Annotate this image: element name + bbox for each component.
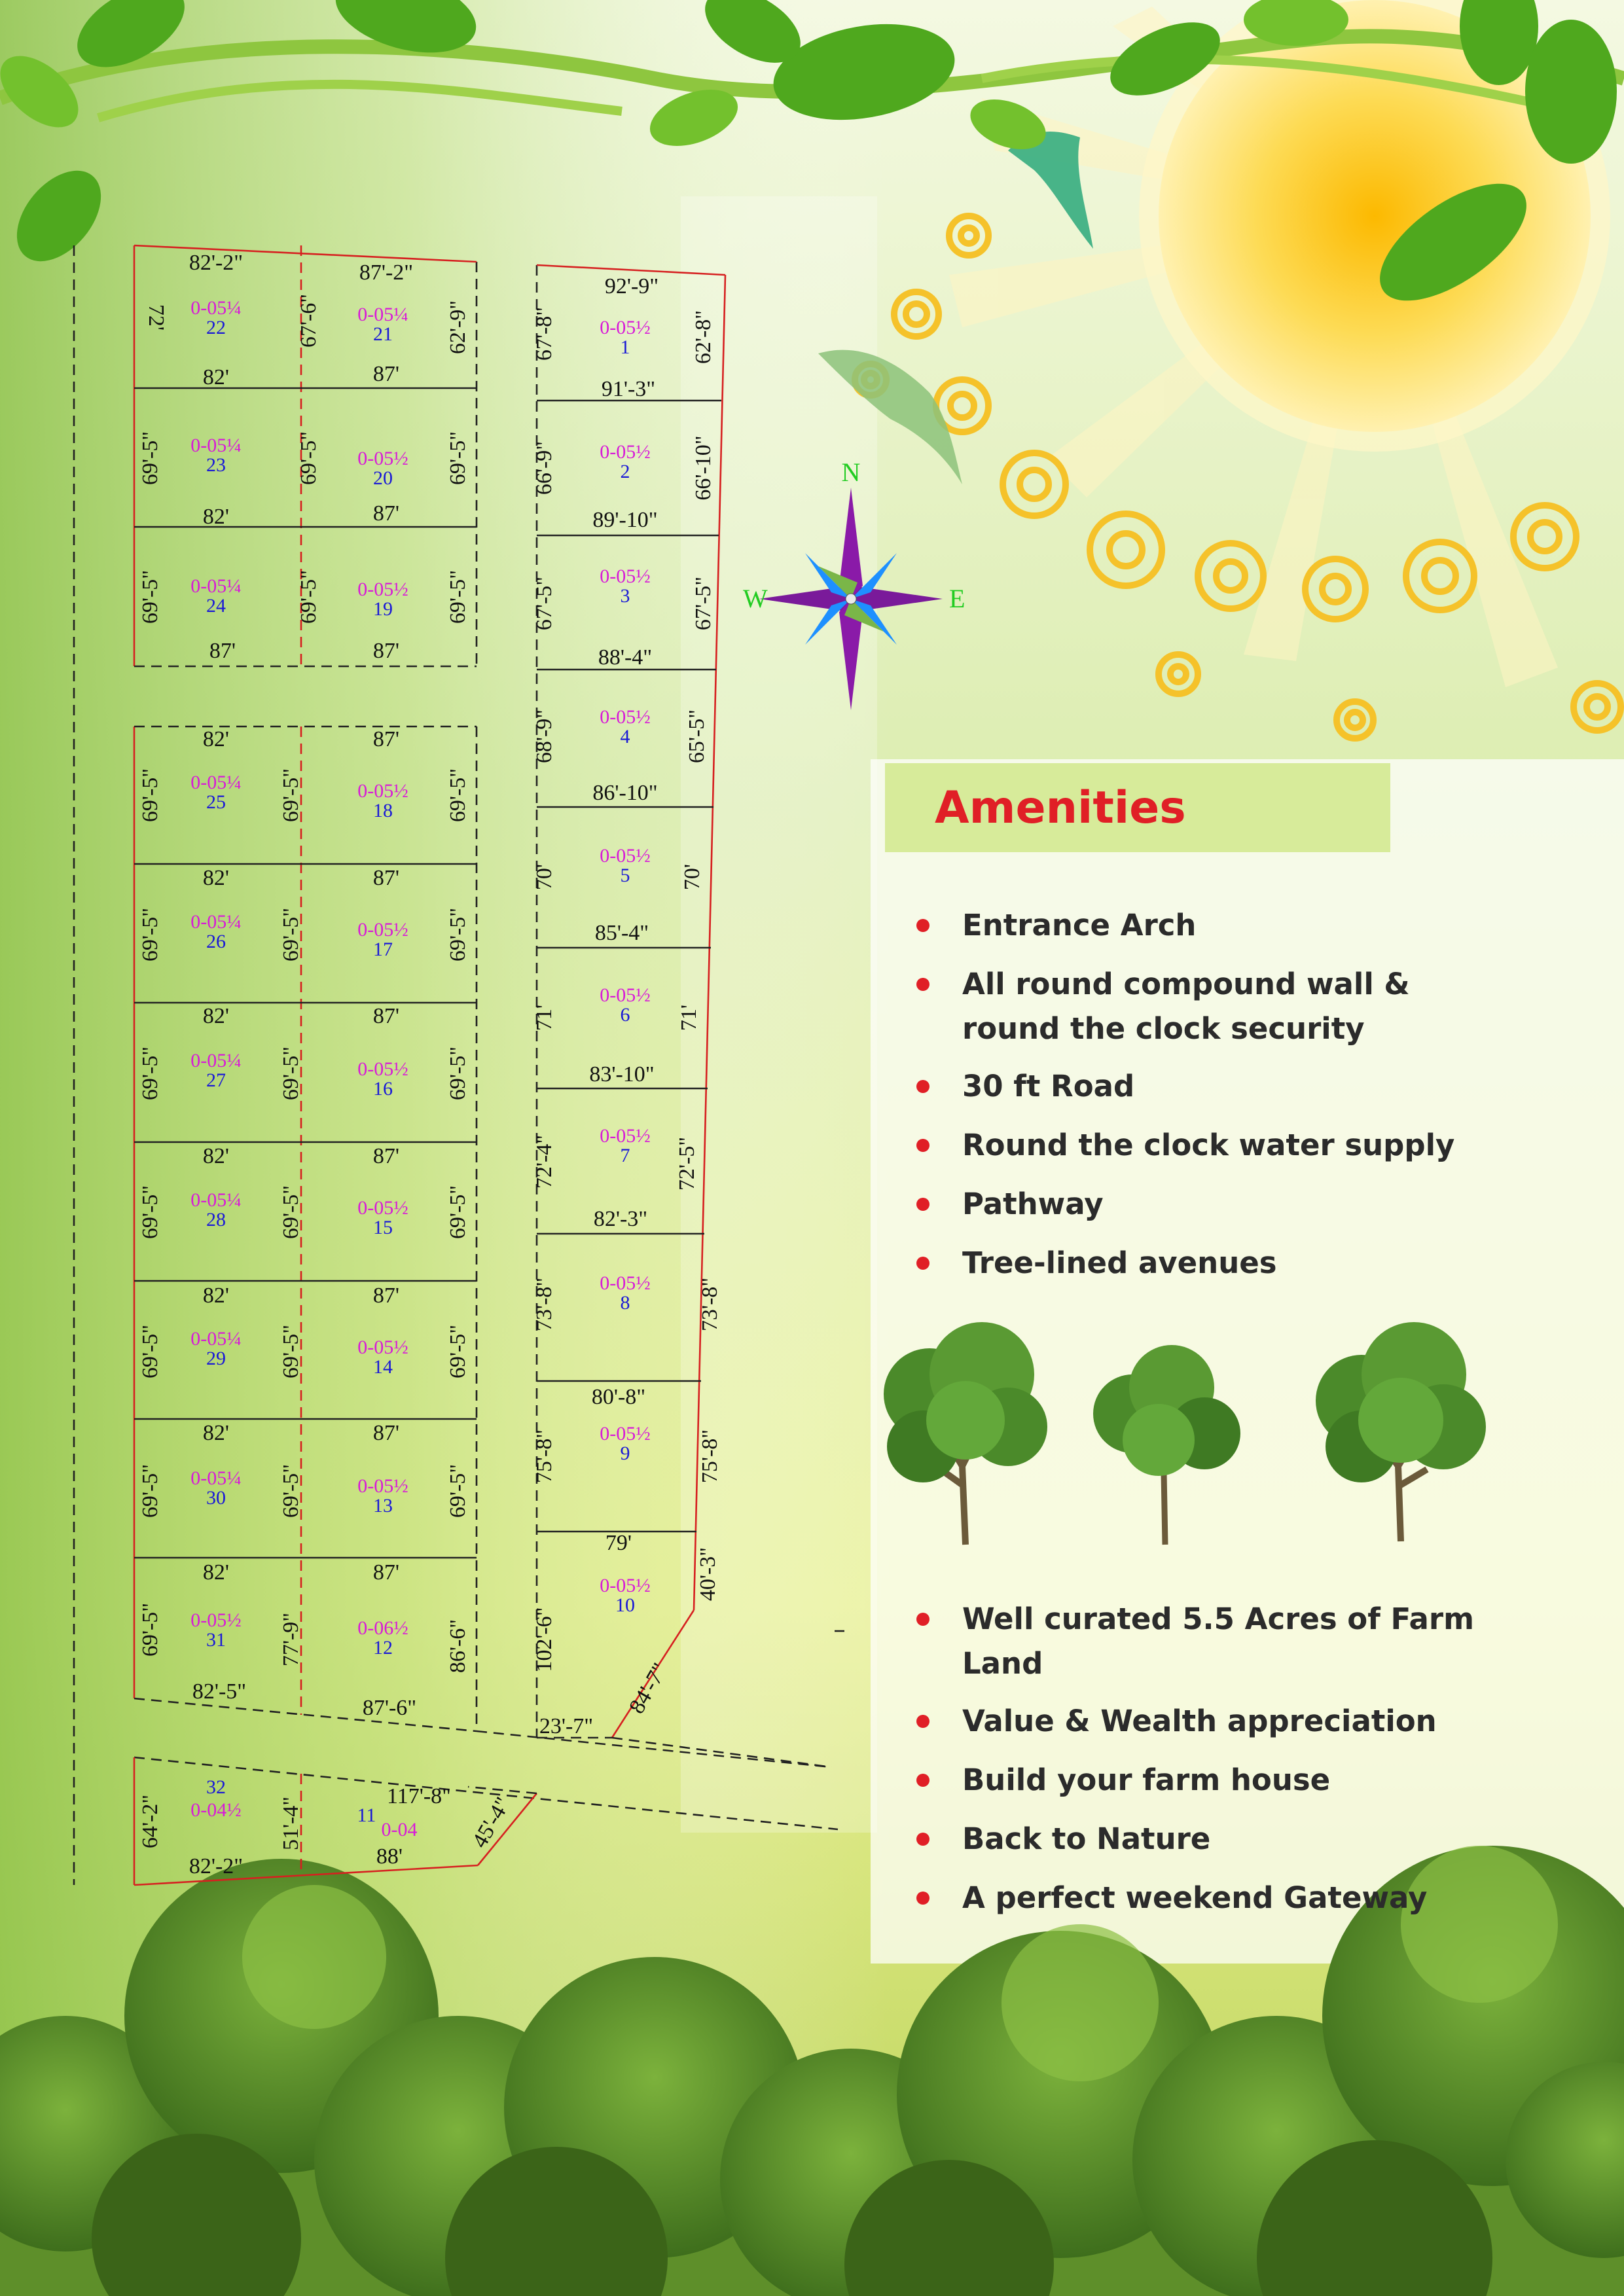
plot-dimension-label: 69'-5" — [138, 768, 162, 823]
plot-dimension-label: 69'-5" — [297, 569, 321, 624]
plot-boundary-line — [477, 1731, 831, 1767]
plot-dimension-label: 67'-6" — [297, 293, 321, 348]
plot-dimension-label: 82'-2" — [189, 1854, 244, 1878]
plot-dimension-label: 69'-5" — [279, 1463, 303, 1518]
tree-icon — [1093, 1345, 1240, 1545]
plot-dimension-label: 102'-6" — [532, 1607, 556, 1672]
plot-area: 0-05½ — [600, 1575, 651, 1596]
plot-number: 19 — [373, 598, 393, 620]
plot-number: 13 — [373, 1495, 393, 1516]
plot-number: 16 — [373, 1078, 393, 1100]
plot-boundary-line — [134, 245, 477, 262]
bullet-icon — [916, 978, 929, 991]
plot-number: 11 — [357, 1804, 376, 1826]
amenity-item: Build your farm house — [962, 1758, 1506, 1803]
plot-dimension-label: 69'-5" — [138, 1185, 162, 1240]
plot-dimension-label: 89'-10" — [592, 508, 658, 532]
plot-dimension-label: 66'-9" — [532, 440, 556, 495]
plot-dimension-label: 87' — [372, 501, 400, 526]
plot-dimension-label: 69'-5" — [279, 1324, 303, 1379]
plot-dimension-label: 87'-6" — [362, 1696, 417, 1720]
plot-dimension-label: 87' — [209, 639, 236, 663]
plot-number: 26 — [206, 931, 226, 952]
plot-area: 0-06½ — [357, 1617, 408, 1639]
plot-dimension-label: 69'-5" — [279, 768, 303, 823]
plot-dimension-label: 87' — [372, 362, 400, 386]
plot-dimension-label: 69'-5" — [446, 569, 470, 624]
plot-boundary-line — [134, 1698, 477, 1731]
plot-dimension-label: 86'-6" — [446, 1619, 470, 1674]
plot-dimension-label: 62'-9" — [446, 300, 470, 355]
compass-rose — [743, 452, 969, 713]
plot-number: 32 — [206, 1776, 226, 1798]
plot-area: 0-05¼ — [190, 1050, 242, 1071]
plot-area: 0-05½ — [600, 565, 651, 587]
plot-area: 0-05½ — [357, 448, 408, 469]
plot-area: 0-05¼ — [357, 304, 408, 325]
bullet-icon — [916, 1833, 929, 1846]
plot-area: 0-04 — [381, 1819, 418, 1840]
plot-dimension-label: 87' — [372, 866, 400, 890]
plot-dimension-label: 65'-5" — [685, 709, 709, 764]
plot-dimension-label: 87' — [372, 1004, 400, 1028]
plot-number: 12 — [373, 1637, 393, 1659]
plot-dimension-label: 88' — [376, 1844, 403, 1869]
plot-dimension-label: 82'-5" — [192, 1679, 247, 1704]
plot-area: 0-05½ — [357, 1197, 408, 1219]
plot-dimension-label: 82' — [202, 1144, 230, 1168]
plot-dimension-label: 45'-4" — [467, 1793, 516, 1852]
plot-dimension-label: 69'-5" — [138, 1046, 162, 1101]
plot-dimension-label: 117'-8" — [386, 1784, 452, 1808]
plot-area: 0-05½ — [357, 579, 408, 600]
plot-dimension-label: 69'-5" — [446, 1324, 470, 1379]
plot-dimension-label: 82' — [202, 1283, 230, 1308]
plot-dimension-label: 67'-5" — [532, 576, 556, 631]
plot-number: 15 — [373, 1217, 393, 1238]
plot-dimension-label: 69'-5" — [279, 1185, 303, 1240]
plot-dimension-label: 68'-9" — [532, 709, 556, 764]
plot-dimension-label: 69'-5" — [279, 907, 303, 962]
plot-dimension-label: 69'-5" — [446, 431, 470, 486]
bullet-icon — [916, 1774, 929, 1787]
plot-area: 0-05½ — [600, 1423, 651, 1444]
plot-dimension-label: 70' — [532, 863, 556, 891]
plot-dimension-label: 88'-4" — [598, 645, 653, 670]
plot-dimension-label: 72'-5" — [675, 1136, 699, 1191]
plot-dimension-label: 82' — [202, 505, 230, 529]
plot-area: 0-05½ — [357, 1058, 408, 1080]
amenity-item: A perfect weekend Gateway — [962, 1876, 1506, 1920]
plot-number: 30 — [206, 1487, 226, 1509]
plot-dimension-label: 69'-5" — [279, 1046, 303, 1101]
plot-dimension-label: 64'-2" — [138, 1794, 162, 1849]
plot-number: 21 — [373, 323, 393, 345]
plot-number: 24 — [206, 595, 226, 617]
plot-dimension-label: 82' — [202, 1004, 230, 1028]
plot-number: 4 — [620, 726, 630, 747]
plot-dimension-label: 66'-10" — [691, 435, 715, 501]
amenity-item: Value & Wealth appreciation — [962, 1699, 1506, 1744]
plot-dimension-label: 73'-8" — [698, 1277, 722, 1332]
compass-west-label: W — [743, 584, 768, 613]
plot-number: 20 — [373, 467, 393, 489]
plot-dimension-label: 69'-5" — [138, 1324, 162, 1379]
plot-dimension-label: 82' — [202, 365, 230, 389]
plot-area: 0-05½ — [357, 780, 408, 802]
amenity-item: All round compound wall & round the clock security — [962, 962, 1506, 1051]
plot-dimension-label: 85'-4" — [594, 921, 649, 945]
plot-dimension-label: 23'-7" — [539, 1714, 594, 1738]
plot-dimension-label: 77'-9" — [279, 1612, 303, 1667]
plot-number: 2 — [620, 461, 630, 482]
plot-dimension-label: 71' — [532, 1004, 556, 1031]
plot-dimension-label: 79' — [605, 1531, 632, 1555]
plot-dimension-label: 75'-8" — [532, 1429, 556, 1484]
plot-dimension-label: 40'-3" — [696, 1547, 720, 1602]
plot-area: 0-05½ — [600, 441, 651, 463]
amenities-header — [885, 763, 1390, 852]
plot-dimension-label: 91'-3" — [601, 377, 656, 401]
plot-dimension-label: 67'-5" — [691, 576, 715, 631]
plot-number: 3 — [620, 585, 630, 607]
plot-dimension-label: 82' — [202, 866, 230, 890]
plot-dimension-label: 72'-4" — [532, 1134, 556, 1189]
plot-dimension-label: 51'-4" — [279, 1796, 303, 1851]
plot-number: 31 — [206, 1629, 226, 1651]
bullet-icon — [916, 1139, 929, 1152]
plot-dimension-label: 86'-10" — [592, 781, 658, 805]
plot-dimension-label: 82' — [202, 727, 230, 751]
plot-dimension-label: 69'-5" — [138, 907, 162, 962]
plot-dimension-label: 62'-8" — [691, 310, 715, 365]
plot-dimension-label: 69'-5" — [446, 1185, 470, 1240]
bullet-icon — [916, 1080, 929, 1093]
plot-number: 8 — [620, 1292, 630, 1314]
plot-dimension-label: 72' — [144, 304, 168, 331]
plot-dimension-label: 69'-5" — [138, 431, 162, 486]
plot-boundary-line — [134, 1865, 478, 1885]
plot-dimension-label: 75'-8" — [698, 1429, 722, 1484]
bullet-icon — [916, 1613, 929, 1626]
plot-boundary-line — [612, 1738, 831, 1767]
plot-area: 0-05¼ — [190, 772, 242, 793]
plot-area: 0-05½ — [600, 1272, 651, 1294]
plot-area: 0-05½ — [357, 1475, 408, 1497]
layout-plan — [0, 0, 884, 1931]
amenity-item: Tree-lined avenues — [962, 1241, 1506, 1285]
plot-area: 0-05¼ — [190, 575, 242, 597]
plot-number: 7 — [620, 1145, 630, 1166]
plot-dimension-label: 70' — [680, 863, 704, 891]
plot-area: 0-05¼ — [190, 1328, 242, 1350]
plot-dimension-label: 69'-5" — [138, 1463, 162, 1518]
compass-north-label: N — [841, 457, 861, 487]
plot-area: 0-05¼ — [190, 911, 242, 933]
plot-area: 0-05¼ — [190, 1467, 242, 1489]
plot-dimension-label: 87' — [372, 1144, 400, 1168]
tree-icon — [884, 1322, 1047, 1545]
plot-area: 0-05½ — [600, 706, 651, 728]
amenity-item: Well curated 5.5 Acres of Farm Land — [962, 1597, 1506, 1686]
plot-number: 23 — [206, 454, 226, 476]
plot-dimension-label: 87' — [372, 1560, 400, 1585]
plot-number: 6 — [620, 1004, 630, 1026]
plot-number: 10 — [615, 1594, 635, 1616]
plot-dimension-label: 69'-5" — [138, 1602, 162, 1657]
plot-dimension-label: 82'-2" — [189, 251, 244, 275]
plot-dimension-label: 69'-5" — [446, 768, 470, 823]
plot-dimension-label: 87' — [372, 727, 400, 751]
amenity-item: Entrance Arch — [962, 903, 1506, 948]
trees-illustration — [851, 1316, 1506, 1551]
plot-number: 1 — [620, 336, 630, 358]
plot-dimension-label: 82'-3" — [593, 1207, 648, 1231]
plot-dimension-label: 87' — [372, 639, 400, 663]
plot-area: 0-05½ — [600, 845, 651, 867]
plot-dimension-label: 73'-8" — [532, 1277, 556, 1332]
plot-dimension-label: 84'-7" — [624, 1659, 673, 1718]
bullet-icon — [916, 1198, 929, 1211]
plot-dimension-label: 69'-5" — [297, 431, 321, 486]
plot-dimension-label: 69'-5" — [446, 1463, 470, 1518]
bullet-icon — [916, 1257, 929, 1270]
plot-area: 0-05¼ — [190, 297, 242, 319]
plot-area: 0-05¼ — [190, 1189, 242, 1211]
amenity-item: 30 ft Road — [962, 1064, 1506, 1109]
plot-number: 9 — [620, 1443, 630, 1464]
plot-area: 0-05½ — [600, 1125, 651, 1147]
plot-area: 0-04½ — [190, 1799, 242, 1821]
tree-icon — [1316, 1322, 1486, 1541]
plot-boundary-line — [537, 265, 725, 275]
plot-dimension-label: 83'-10" — [589, 1062, 655, 1086]
plot-area: 0-05½ — [190, 1609, 242, 1631]
plot-number: 17 — [373, 939, 393, 960]
plot-dimension-label: 69'-5" — [138, 569, 162, 624]
plot-area: 0-05½ — [357, 919, 408, 941]
amenities-title: Amenities — [935, 781, 1186, 834]
amenity-item: Back to Nature — [962, 1817, 1506, 1861]
plot-dimension-label: 87' — [372, 1283, 400, 1308]
bullet-icon — [916, 1892, 929, 1905]
plot-dimension-label: 82' — [202, 1421, 230, 1445]
plot-number: 14 — [373, 1356, 393, 1378]
plot-dimension-label: 80'-8" — [591, 1385, 646, 1409]
bullet-icon — [916, 1715, 929, 1728]
plot-number: 25 — [206, 791, 226, 813]
plot-area: 0-05½ — [357, 1336, 408, 1358]
amenity-item: Pathway — [962, 1182, 1506, 1227]
compass-east-label: E — [949, 584, 965, 613]
plot-number: 5 — [620, 865, 630, 886]
amenity-item: Round the clock water supply — [962, 1123, 1506, 1168]
plot-dimension-label: 87' — [372, 1421, 400, 1445]
plot-dimension-label: 87'-2" — [359, 260, 414, 285]
bullet-icon — [916, 919, 929, 932]
compass-icon — [759, 488, 943, 710]
plot-dimension-label: 67'-8" — [532, 306, 556, 361]
plot-number: 29 — [206, 1348, 226, 1369]
plot-area: 0-05½ — [600, 984, 651, 1006]
plot-dimension-label: 82' — [202, 1560, 230, 1585]
plot-dimension-label: 71' — [677, 1004, 701, 1031]
plot-number: 22 — [206, 317, 226, 338]
plot-number: 18 — [373, 800, 393, 821]
plot-number: 27 — [206, 1069, 226, 1091]
plot-area: 0-05½ — [600, 317, 651, 338]
plot-dimension-label: 69'-5" — [446, 907, 470, 962]
plot-area: 0-05¼ — [190, 435, 242, 456]
plot-dimension-label: 92'-9" — [604, 274, 659, 298]
plot-dimension-label: 69'-5" — [446, 1046, 470, 1101]
plot-number: 28 — [206, 1209, 226, 1230]
